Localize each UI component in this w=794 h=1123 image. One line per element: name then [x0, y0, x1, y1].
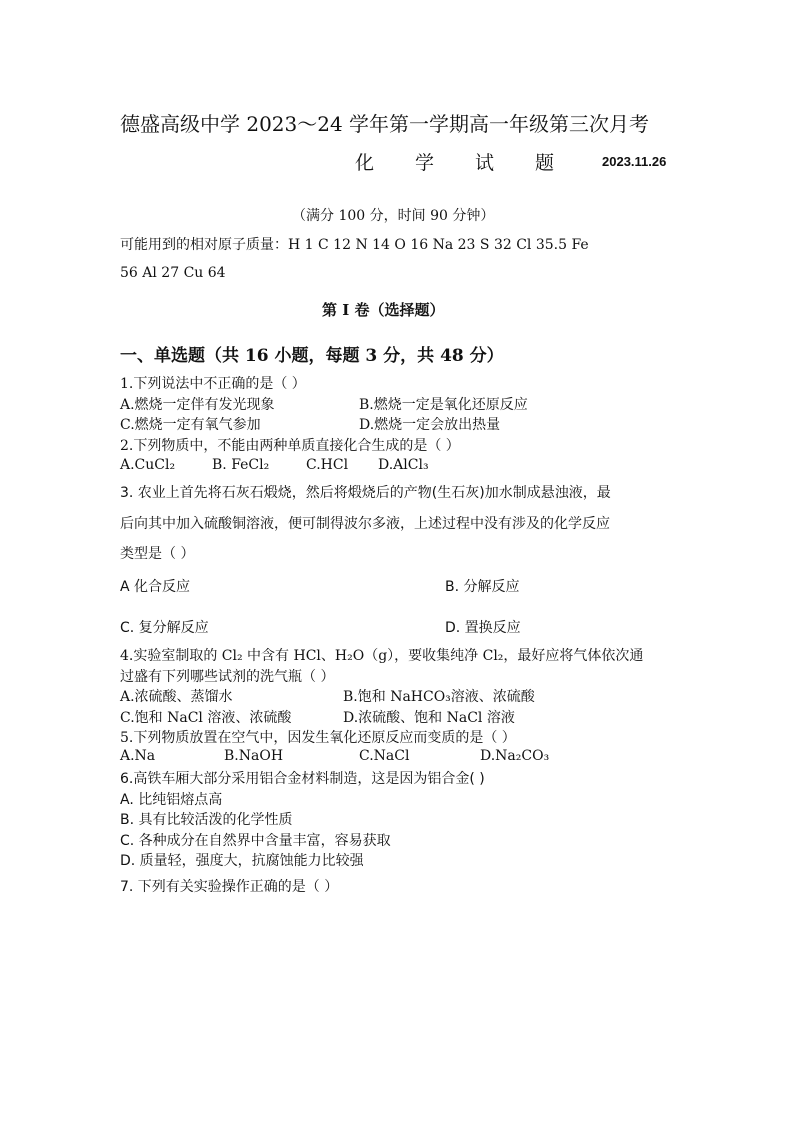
- question-3-option-c: C. 复分解反应: [120, 620, 209, 636]
- question-1-option-d: D.燃烧一定会放出热量: [359, 417, 501, 433]
- question-6-stem: 6.高铁车厢大部分采用铝合金材料制造，这是因为铝合金( ): [120, 771, 485, 787]
- question-3-option-b: B. 分解反应: [445, 579, 520, 595]
- exam-title: 德盛高级中学 2023～24 学年第一学期高一年级第三次月考: [120, 112, 650, 136]
- question-7-stem: 7. 下列有关实验操作正确的是（ ）: [120, 879, 339, 895]
- question-6-option-d: D. 质量轻，强度大，抗腐蚀能力比较强: [120, 853, 364, 869]
- question-4-line-2: 过盛有下列哪些试剂的洗气瓶（ ）: [120, 669, 335, 685]
- atomic-mass-line-1: 可能用到的相对原子质量：H 1 C 12 N 14 O 16 Na 23 S 32 Cl 35.5 Fe: [120, 237, 589, 253]
- subject-char-4: 题: [535, 152, 555, 174]
- question-5-option-c: C.NaCl: [359, 748, 410, 764]
- subject-char-3: 试: [475, 152, 495, 174]
- question-3-line-1: 3. 农业上首先将石灰石煅烧，然后将煅烧后的产物(生石灰)加水制成悬浊液，最: [120, 485, 611, 501]
- question-5-option-a: A.Na: [120, 748, 156, 764]
- question-3-line-3: 类型是（ ）: [120, 546, 195, 562]
- subject-title: [355, 148, 575, 175]
- question-2-stem: 2.下列物质中，不能由两种单质直接化合生成的是（ ）: [120, 438, 460, 454]
- question-4-option-a: A.浓硫酸、蒸馏水: [120, 689, 233, 705]
- volume-title: 第 I 卷（选择题）: [322, 301, 445, 319]
- subject-char-2: 学: [415, 152, 435, 174]
- score-time-note: （满分 100 分，时间 90 分钟）: [292, 208, 495, 224]
- question-5-option-b: B.NaOH: [224, 748, 284, 764]
- question-3-option-a: A 化合反应: [120, 579, 191, 595]
- question-3-line-2: 后向其中加入硫酸铜溶液，便可制得波尔多液，上述过程中没有涉及的化学反应: [120, 516, 610, 532]
- question-4-line-1: 4.实验室制取的 Cl₂ 中含有 HCl、H₂O（g），要收集纯净 Cl₂，最好应将气体依次通: [120, 648, 644, 664]
- question-4-option-d: D.浓硫酸、饱和 NaCl 溶液: [343, 710, 515, 726]
- exam-date: 2023.11.26: [602, 154, 667, 169]
- question-1-option-b: B.燃烧一定是氧化还原反应: [359, 397, 528, 413]
- question-6-option-a: A. 比纯铝熔点高: [120, 792, 223, 808]
- question-5-option-d: D.Na₂CO₃: [480, 748, 550, 764]
- subject-char-1: 化: [355, 152, 375, 174]
- question-6-option-b: B. 具有比较活泼的化学性质: [120, 812, 293, 828]
- question-1-option-a: A.燃烧一定伴有发光现象: [120, 397, 275, 413]
- question-2-option-d: D.AlCl₃: [378, 457, 429, 473]
- question-4-option-b: B.饱和 NaHCO₃溶液、浓硫酸: [343, 689, 535, 705]
- question-2-option-b: B. FeCl₂: [212, 457, 270, 473]
- question-6-option-c: C. 各种成分在自然界中含量丰富，容易获取: [120, 833, 391, 849]
- question-5-stem: 5.下列物质放置在空气中，因发生氧化还原反应而变质的是（ ）: [120, 730, 516, 746]
- question-1-stem: 1.下列说法中不正确的是（ ）: [120, 376, 306, 392]
- question-2-option-c: C.HCl: [306, 457, 349, 473]
- section-title: 一、单选题（共 16 小题，每题 3 分，共 48 分）: [120, 346, 504, 366]
- question-4-option-c: C.饱和 NaCl 溶液、浓硫酸: [120, 710, 292, 726]
- atomic-mass-line-2: 56 Al 27 Cu 64: [120, 265, 226, 281]
- question-3-option-d: D. 置换反应: [445, 620, 521, 636]
- question-2-option-a: A.CuCl₂: [120, 457, 176, 473]
- question-1-option-c: C.燃烧一定有氧气参加: [120, 417, 261, 433]
